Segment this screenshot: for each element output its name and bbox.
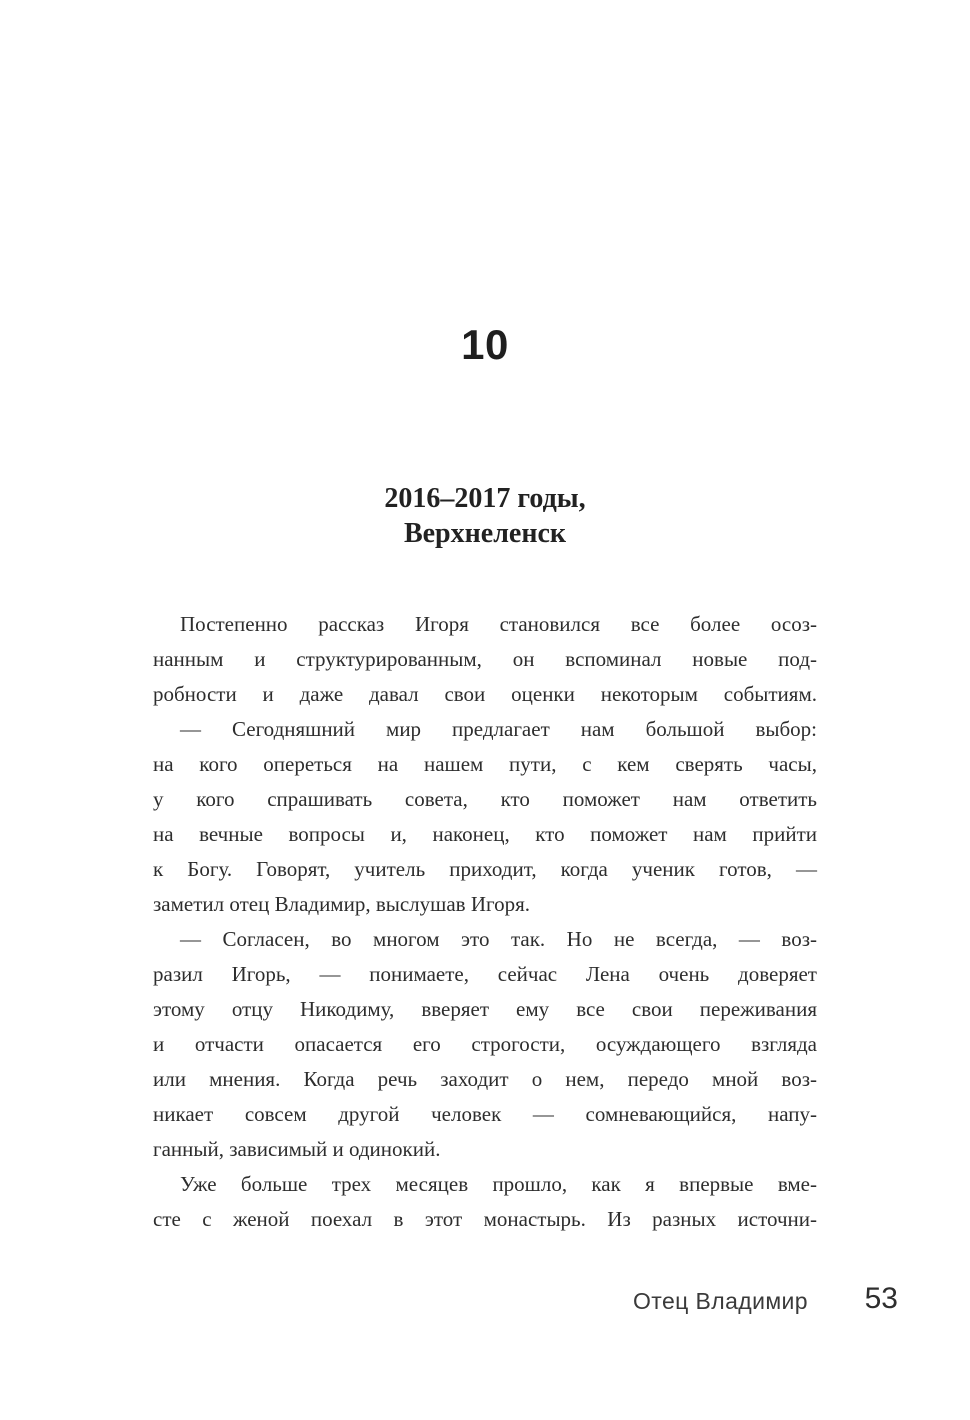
body-line: — Согласен, во многом это так. Но не всегда, — воз- — [180, 927, 817, 951]
heading-line-place: Верхнеленск — [403, 518, 567, 549]
body-line: и отчасти опасается его строгости, осуждающего взгляда — [153, 1032, 817, 1056]
body-line: никает совсем другой человек — сомневающийся, напу- — [153, 1102, 817, 1126]
body-line: — Сегодняшний мир предлагает нам большой выбор: — [180, 717, 817, 741]
section-heading — [0, 481, 970, 551]
body-line: или мнения. Когда речь заходит о нем, передо мной воз- — [153, 1067, 817, 1091]
body-line: на вечные вопросы и, наконец, кто поможет нам прийти — [153, 822, 817, 846]
body-line: у кого спрашивать совета, кто поможет нам ответить — [153, 787, 817, 811]
body-line: ганный, зависимый и одинокий. — [153, 1137, 441, 1161]
running-title: Отец Владимир — [633, 1288, 808, 1314]
body-line: этому отцу Никодиму, вверяет ему все свои переживания — [153, 997, 817, 1021]
body-line: робности и даже давал свои оценки некоторым событиям. — [153, 682, 817, 706]
body-line: к Богу. Говорят, учитель приходит, когда ученик готов, — — [153, 857, 817, 881]
chapter-number: 10 — [461, 321, 509, 368]
body-line: нанным и структурированным, он вспоминал новые под- — [153, 647, 817, 671]
body-line: заметил отец Владимир, выслушав Игоря. — [153, 892, 530, 916]
body-line: сте с женой поехал в этот монастырь. Из разных источни- — [153, 1207, 817, 1231]
body-line: Уже больше трех месяцев прошло, как я впервые вме- — [180, 1172, 817, 1196]
body-line: разил Игорь, — понимаете, сейчас Лена очень доверяет — [153, 962, 817, 986]
body-line: на кого опереться на нашем пути, с кем сверять часы, — [153, 752, 817, 776]
body-line: Постепенно рассказ Игоря становился все более осоз- — [180, 612, 817, 636]
page-number: 53 — [864, 1282, 898, 1315]
heading-line-dates: 2016–2017 годы, — [384, 483, 586, 514]
body-text — [153, 607, 817, 1237]
